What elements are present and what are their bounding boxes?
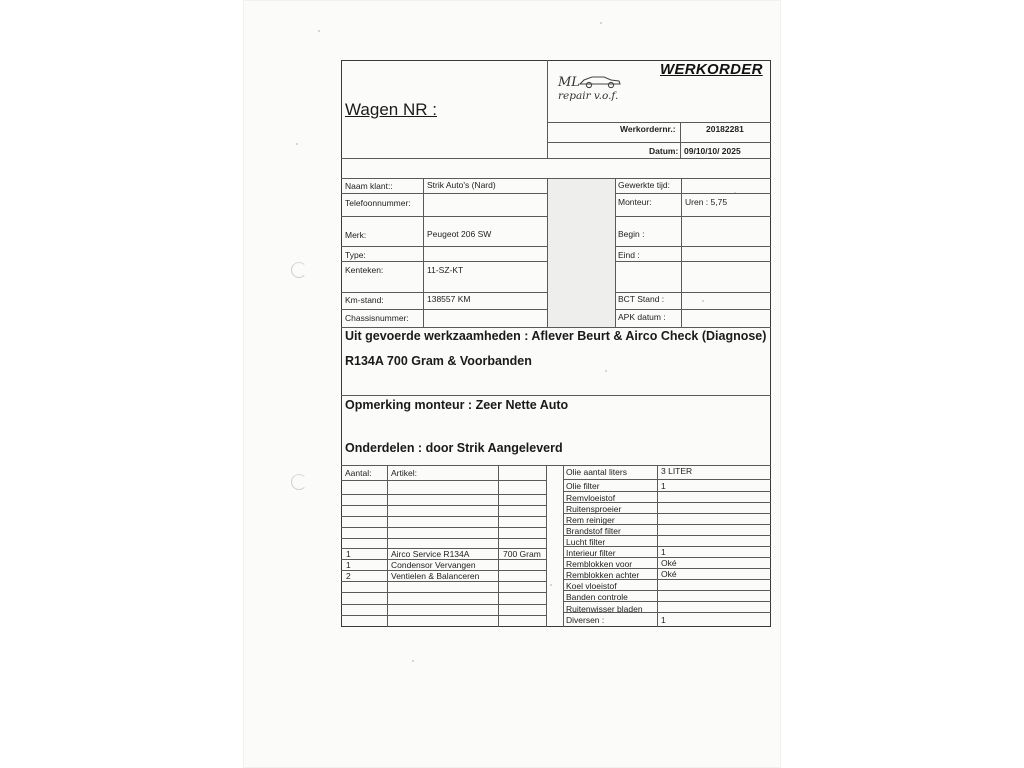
artikel-header: Artikel: [391,468,417,478]
checklist-label: Olie aantal liters [566,467,627,477]
divider [341,193,547,194]
parts-artikel: Ventielen & Balanceren [391,571,480,581]
logo-subtext: repair v.o.f. [558,90,619,102]
divider [680,122,681,158]
naam-label: Naam klant:: [345,181,393,191]
scan-speck [296,143,298,145]
divider [341,505,546,506]
divider [615,309,771,310]
checklist-label: Koel vloeistof [566,581,617,591]
divider [341,395,771,396]
divider [341,158,771,159]
car-icon [578,73,622,89]
divider [341,216,547,217]
divider [615,216,771,217]
kenteken-value: 11-SZ-KT [427,265,464,275]
checklist-label: Remvloeistof [566,493,616,503]
werkordernr-label: Werkordernr.: [620,124,676,134]
divider [547,178,548,328]
divider [341,309,547,310]
divider [341,538,546,539]
scan-speck [600,22,602,24]
parts-artikel: Airco Service R134A [391,549,470,559]
divider [563,491,771,492]
werkzaamheden-text: Uit gevoerde werkzaamheden : Aflever Beurt & Airco Check (Diagnose) [345,329,767,343]
punch-hole-icon [291,262,307,278]
monteur-label: Monteur: [618,197,652,207]
divider [498,465,499,627]
naam-value: Strik Auto's (Nard) [427,180,496,190]
km-label: Km-stand: [345,295,384,305]
divider [341,516,546,517]
document-title: WERKORDER [660,61,763,78]
divider [615,261,771,262]
divider [341,261,547,262]
parts-aantal: 2 [346,571,351,581]
km-value: 138557 KM [427,294,471,304]
checklist-label: Remblokken voor [566,559,633,569]
divider [341,178,771,179]
divider [546,465,547,627]
divider [547,122,771,123]
parts-aantal: 1 [346,560,351,570]
onderdelen-text: Onderdelen : door Strik Aangeleverd [345,441,563,455]
merk-value: Peugeot 206 SW [427,229,492,239]
begin-label: Begin : [618,229,645,239]
checklist-value: 3 LITER [661,466,693,476]
divider [341,327,771,328]
checklist-label: Lucht filter [566,537,606,547]
checklist-value: Oké [661,558,677,568]
divider [341,604,546,605]
divider [341,246,547,247]
divider [681,178,682,328]
datum-label: Datum: [649,146,679,156]
scan-speck [318,30,320,32]
divider [341,527,546,528]
divider [387,465,388,627]
type-label: Type: [345,250,366,260]
divider [615,193,771,194]
parts-qty: 700 Gram [503,549,541,559]
checklist-value: Oké [661,569,677,579]
wagen-nr-label: Wagen NR : [345,100,437,119]
divider [341,480,546,481]
checklist-label: Remblokken achter [566,570,640,580]
divider [547,60,548,158]
opmerking-monteur: Opmerking monteur : Zeer Nette Auto [345,398,569,412]
datum-value: 09/10/10/ 2025 [684,146,741,156]
divider [547,142,771,143]
divider [341,581,546,582]
divider [341,465,771,466]
monteur-value: Uren : 5,75 [685,197,728,207]
checklist-value: 1 [661,481,666,491]
eind-label: Eind : [618,250,640,260]
scan-speck [412,660,414,662]
divider [615,292,771,293]
apk-label: APK datum : [618,312,666,322]
telefoon-label: Telefoonnummer: [345,198,411,208]
checklist-label: Olie filter [566,481,600,491]
divider [341,615,546,616]
divider [423,178,424,328]
checklist-label: Interieur filter [566,548,616,558]
divider [341,592,546,593]
checklist-label: Brandstof filter [566,526,621,536]
divider [563,479,771,480]
merk-label: Merk: [345,230,367,240]
parts-artikel: Condensor Vervangen [391,560,476,570]
divider [615,246,771,247]
checklist-value: 1 [661,615,666,625]
checklist-value: 1 [661,547,666,557]
logo-text: ML [558,75,580,90]
bct-label: BCT Stand : [618,294,665,304]
aantal-header: Aantal: [345,468,372,478]
chassis-label: Chassisnummer: [345,313,409,323]
punch-hole-icon [291,474,307,490]
parts-aantal: 1 [346,549,351,559]
divider [615,178,616,328]
werkzaamheden-text-2: R134A 700 Gram & Voorbanden [345,354,532,368]
checklist-label: Rem reiniger [566,515,615,525]
gewerkte-tijd-label: Gewerkte tijd: [618,180,670,190]
kenteken-label: Kenteken: [345,265,384,275]
checklist-label: Banden controle [566,592,628,602]
checklist-label: Ruitenwisser bladen [566,604,643,614]
checklist-label: Diversen : [566,615,605,625]
werkordernr-value: 20182281 [706,124,744,134]
divider [341,292,547,293]
checklist-label: Ruitensproeier [566,504,622,514]
divider [341,494,546,495]
